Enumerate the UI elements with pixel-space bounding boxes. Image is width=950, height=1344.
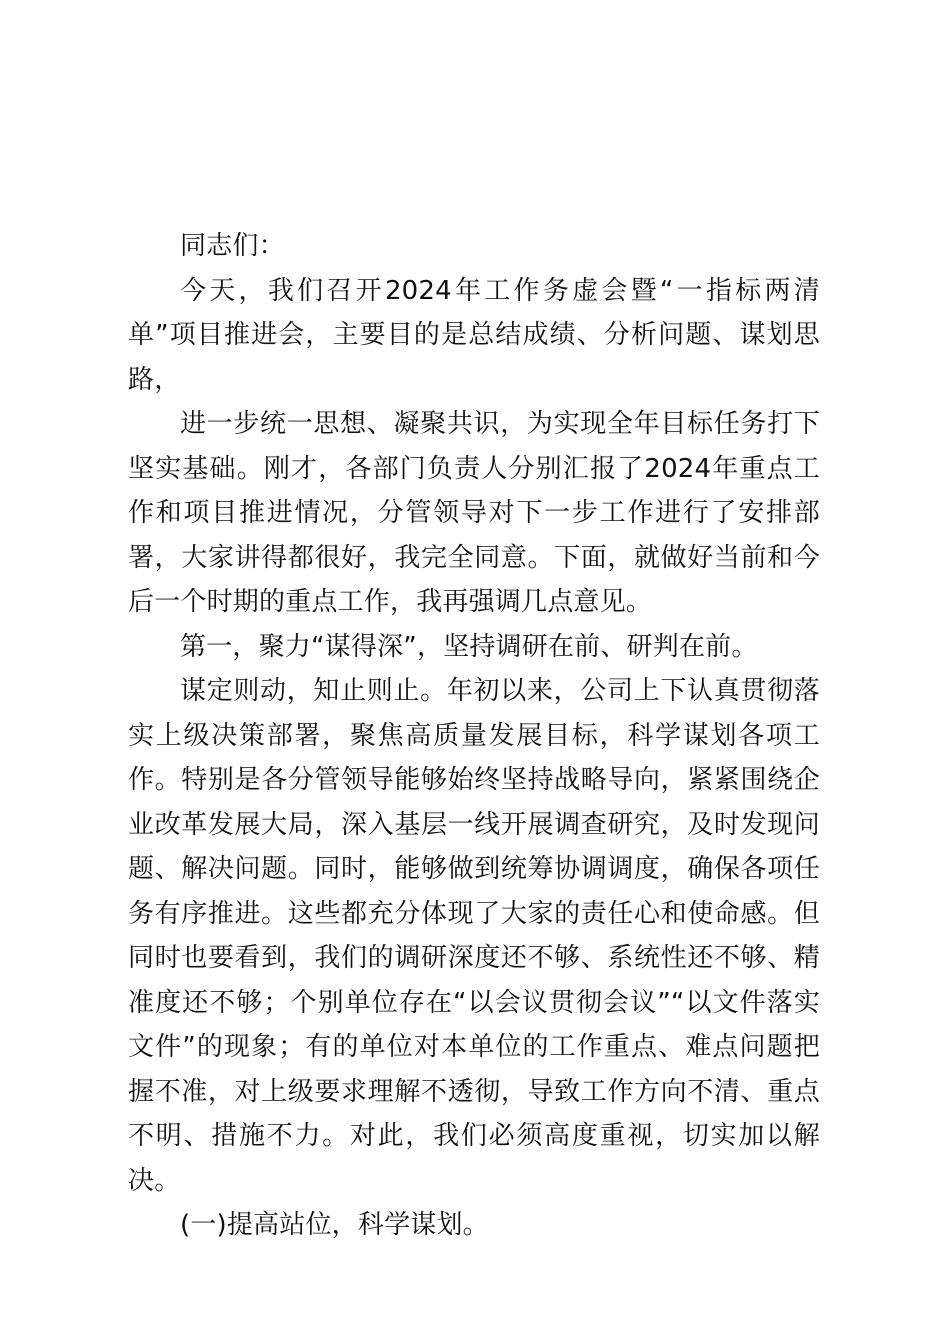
salutation: 同志们： [180,231,285,261]
section-heading: 第一，聚力“谋得深”，坚持调研在前、研判在前。 [180,631,758,662]
body-paragraph: 进一步统一思想、凝聚共识，为实现全年目标任务打下坚实基础。刚才，各部门负责人分别汇报了2024年重点工作和项目推进情况，分管领导对下一步工作进行了安排部署，大家讲得都很好，我完全同意。下面，就做好当前和今后一个时期的重点工作，我再强调几点意见。 [128,409,820,617]
body-paragraph: 谋定则动，知止则止。年初以来，公司上下认真贯彻落实上级决策部署，聚焦高质量发展目标，科学谋划各项工作。特别是各分管领导能够始终坚持战略导向，紧紧围绕企业改革发展大局，深入基层一线开展调查研究，及时发现问题、解决问题。同时，能够做到统筹协调调度，确保各项任务有序推进。这些都充分体现了大家的责任心和使命感。但同时也要看到，我们的调研深度还不够、系统性还不够、精准度还不够；个别单位存在“以会议贯彻会议”“以文件落实文件”的现象；有的单位对本单位的工作重点、难点问题把握不准，对上级要求理解不透彻，导致工作方向不清、重点不明、措施不力。对此，我们必须高度重视，切实加以解决。 [128,676,820,1196]
body-paragraph: 今天，我们召开2024年工作务虚会暨“一指标两清单”项目推进会，主要目的是总结成绩、分析问题、谋划思路， [128,275,820,395]
subsection-heading: (一)提高站位，科学谋划。 [180,1210,489,1240]
document-body [128,224,820,1248]
